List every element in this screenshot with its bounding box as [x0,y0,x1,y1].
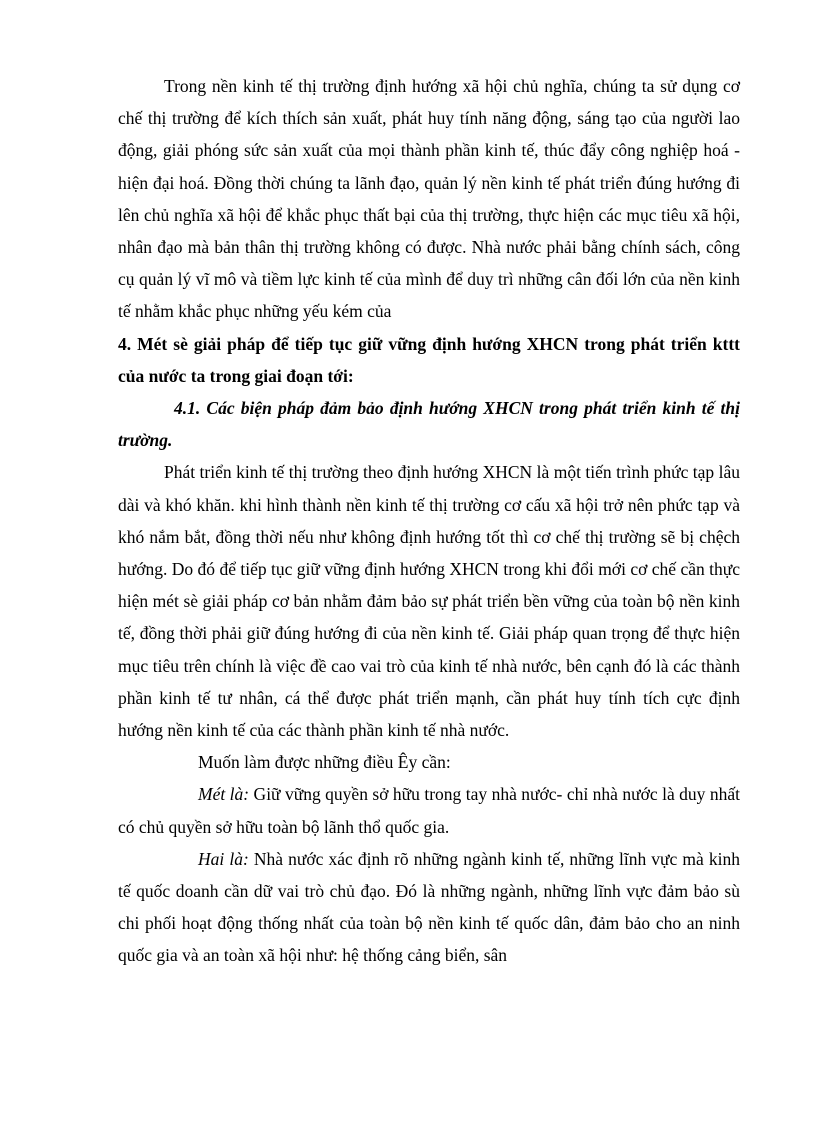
section-heading-4: 4. Mét sè giải pháp để tiếp tục giữ vững định hướng XHCN trong phát triển kttt của nước ta trong giai đoạn tới: [118,333,740,386]
paragraph-requirements-intro: Muốn làm được những điều Êy cần: [198,752,451,773]
list-item-first [118,778,740,842]
list-item-second-text: Nhà nước xác định rõ những ngành kinh tế, những lĩnh vực mà kinh tế quốc doanh cần dữ vai trò chủ đạo. Đó là những ngành, những lĩnh vực đảm bảo sù chi phối hoạt động thống nhất của toàn bộ nền kinh tế quốc dân, đảm bảo cho an ninh quốc gia và an toàn xã hội như: hệ thống cảng biển, sân [118,848,740,966]
list-item-first-label: Mét là: [198,784,250,805]
section-heading-4-1: 4.1. Các biện pháp đảm bảo định hướng XHCN trong phát triển kinh tế thị trường. [118,398,740,451]
document-body [118,70,740,972]
list-item-second [118,843,740,972]
list-item-first-text: Giữ vững quyền sở hữu trong tay nhà nước- chỉ nhà nước là duy nhất có chủ quyền sở hữu toàn bộ lãnh thổ quốc gia. [118,784,740,837]
paragraph-development: Phát triển kinh tế thị trường theo định hướng XHCN là một tiến trình phức tạp lâu dài và khó khăn. khi hình thành nền kinh tế thị trường cơ cấu xã hội trở nên phức tạp và khó nắm bắt, đồng thời nếu như không định hướng tốt thì cơ chế thị trường sẽ bị chệch hướng. Do đó để tiếp tục giữ vững định hướng XHCN trong khi đổi mới cơ chế cần thực hiện mét sè giải pháp cơ bản nhằm đảm bảo sự phát triển bền vững của toàn bộ nền kinh tế, đồng thời phải giữ đúng hướng đi của nền kinh tế. Giải pháp quan trọng để thực hiện mục tiêu trên chính là việc đề cao vai trò của kinh tế nhà nước, bên cạnh đó là các thành phần kinh tế tư nhân, cá thể được phát triển mạnh, cần phát huy tính tích cực định hướng nền kinh tế của các thành phần kinh tế nhà nước. [118,462,740,741]
list-item-second-label: Hai là: [198,848,249,869]
paragraph-market-economy: Trong nền kinh tế thị trường định hướng xã hội chủ nghĩa, chúng ta sử dụng cơ chế thị trường để kích thích sản xuất, phát huy tính năng động, sáng tạo của người lao động, giải phóng sức sản xuất của mọi thành phần kinh tế, thúc đẩy công nghiệp hoá - hiện đại hoá. Đồng thời chúng ta lãnh đạo, quản lý nền kinh tế phát triển đúng hướng đi lên chủ nghĩa xã hội để khắc phục thất bại của thị trường, thực hiện các mục tiêu xã hội, nhân đạo mà bản thân thị trường không có được. Nhà nước phải bằng chính sách, công cụ quản lý vĩ mô và tiềm lực kinh tế của mình để duy trì những cân đối lớn của nền kinh tế nhằm khắc phục những yếu kém của [118,76,740,322]
